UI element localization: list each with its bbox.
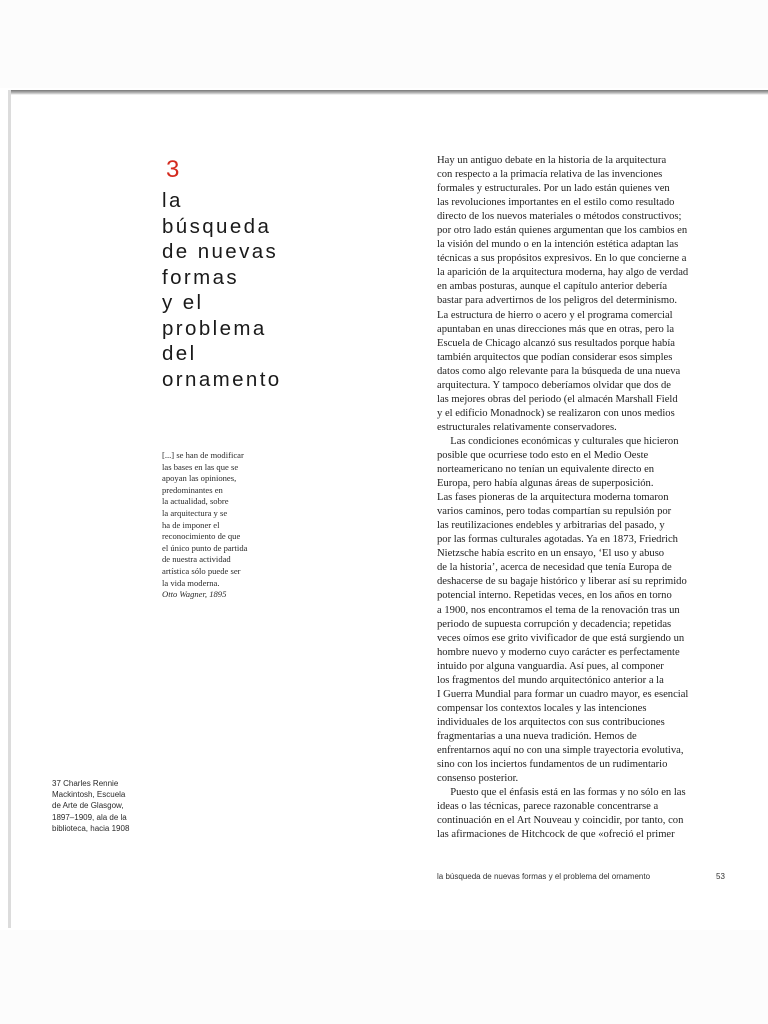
scan-left-edge xyxy=(8,90,11,928)
body-line: datos como algo relevante para la búsqueda de una nueva xyxy=(437,365,681,377)
body-line: potencial interno. Repetidas veces, en los años en torno xyxy=(437,590,672,602)
body-line: varios caminos, pero todas compartían su repulsión por xyxy=(437,506,672,518)
body-line: I Guerra Mundial para formar un cuadro mayor, es esencial xyxy=(437,688,689,700)
body-line: norteamericano no tenían un equivalente directo en xyxy=(437,464,655,476)
body-line: Las condiciones económicas y culturales que hicieron xyxy=(437,435,679,447)
body-line: las mejores obras del periodo (el almacén Marshall Field xyxy=(437,393,678,405)
epigraph-text xyxy=(162,450,292,589)
epigraph-line: [...] se han de modificar xyxy=(162,450,244,460)
body-line: en ambas posturas, aunque el capítulo anterior debería xyxy=(437,281,668,293)
body-line: formales y estructurales. Por un lado están quienes ven xyxy=(437,183,670,195)
body-line: compensar los contextos locales y las intenciones xyxy=(437,702,647,714)
body-line: estructurales relativamente conservadores. xyxy=(437,421,617,433)
chapter-title-line: y el xyxy=(162,291,204,314)
body-line: las reutilizaciones endebles y arbitrarias del pasado, y xyxy=(437,520,665,532)
chapter-title-line: formas xyxy=(162,265,240,289)
body-line: individuales de los arquitectos con sus contribuciones xyxy=(437,716,665,728)
body-line: los fragmentos del mundo arquitectónico anterior a la xyxy=(437,674,664,686)
body-line: Puesto que el énfasis está en las formas y no sólo en las xyxy=(437,787,686,799)
body-line: por otro lado están quienes argumentan que los cambios en xyxy=(437,225,688,237)
body-line: Europa, pero había algunas áreas de superposición. xyxy=(437,478,654,490)
epigraph-line: reconocimiento de que xyxy=(162,531,241,542)
caption-line: 1897–1909, ala de la xyxy=(52,812,127,822)
body-line: Las fases pioneras de la arquitectura moderna tomaron xyxy=(437,492,669,504)
chapter-title-line: ornamento xyxy=(162,367,282,391)
chapter-title-line: de nuevas xyxy=(162,240,279,263)
epigraph-attribution: Otto Wagner, 1895 xyxy=(162,589,227,600)
body-line: también arquitectos que podían considerar esos simples xyxy=(437,351,673,363)
body-line: las revoluciones importantes en el estilo como resultado xyxy=(437,197,675,209)
caption-line: Mackintosh, Escuela xyxy=(52,790,126,800)
body-line: deshacerse de su bagaje histórico y liberar así su reprimido xyxy=(437,576,687,588)
body-line: las afirmaciones de Hitchcock de que «ofreció el primer xyxy=(437,829,675,841)
body-line: sino con los inciertos fundamentos de un rudimentario xyxy=(437,759,668,771)
caption-line: de Arte de Glasgow, xyxy=(52,801,124,811)
chapter-title-line: búsqueda xyxy=(162,214,272,238)
body-line: ideas o las técnicas, parece razonable concentrarse a xyxy=(437,801,659,813)
body-line: intuido por alguna vanguardia. Así pues, al componer xyxy=(437,660,664,672)
epigraph-line: apoyan las opiniones, xyxy=(162,473,237,484)
epigraph xyxy=(162,450,292,601)
epigraph-line: de nuestra actividad xyxy=(162,554,231,565)
epigraph-line: artística sólo puede ser xyxy=(162,565,241,576)
body-line: Hay un antiguo debate en la historia de la arquitectura xyxy=(437,155,667,166)
scan-top-edge xyxy=(8,90,768,95)
caption-line: 37 Charles Rennie xyxy=(52,779,119,788)
body-line: veces oímos ese grito vivificador de que está surgiendo un xyxy=(437,632,685,644)
body-line: apuntaban en unas direcciones más que en otras, pero la xyxy=(437,323,675,335)
body-line: a 1900, nos encontramos el tema de la renovación tras un xyxy=(437,604,680,616)
chapter-number: 3 xyxy=(166,156,180,183)
body-line: consenso posterior. xyxy=(437,773,519,785)
body-line: hombre nuevo y moderno cuyo carácter es perfectamente xyxy=(437,646,680,658)
body-text xyxy=(437,154,705,842)
body-line: bastar para advertirnos de los peligros del determinismo. xyxy=(437,295,678,307)
body-line: arquitectura. Y tampoco deberíamos olvidar que dos de xyxy=(437,379,671,391)
body-line: la aparición de la arquitectura moderna, hay algo de verdad xyxy=(437,267,689,279)
body-line: y el edificio Monadnock) se realizaron con unos medios xyxy=(437,407,675,419)
body-line: posible que ocurriese todo esto en el Medio Oeste xyxy=(437,449,649,461)
body-line: Escuela de Chicago alcanzó sus resultados porque había xyxy=(437,337,675,349)
body-line: La estructura de hierro o acero y el programa comercial xyxy=(437,309,673,321)
body-line: por las formas culturales agotadas. Ya en 1873, Friedrich xyxy=(437,534,678,546)
epigraph-line: ha de imponer el xyxy=(162,519,220,530)
figure-caption xyxy=(52,778,152,834)
body-line: técnicas a sus propósitos expresivos. En lo que concierne a xyxy=(437,253,687,265)
body-line: con respecto a la primacía relativa de las invenciones xyxy=(437,169,663,181)
body-line: directo de los nuevos materiales o métodos constructivos; xyxy=(437,211,682,223)
epigraph-line: la arquitectura y se xyxy=(162,507,228,518)
page-number: 53 xyxy=(716,872,725,881)
chapter-title xyxy=(162,188,312,392)
epigraph-line: predominantes en xyxy=(162,484,223,495)
body-line: Nietzsche había escrito en un ensayo, ‘El uso y abuso xyxy=(437,548,665,560)
chapter-title-line: problema xyxy=(162,316,267,340)
epigraph-line: las bases en las que se xyxy=(162,461,239,472)
body-line: la visión del mundo o en la intención estética adaptan las xyxy=(437,239,679,251)
caption-line: biblioteca, hacia 1908 xyxy=(52,823,130,833)
body-line: continuación en el Art Nouveau y coincidir, por tanto, con xyxy=(437,815,684,827)
epigraph-line: el único punto de partida xyxy=(162,542,248,553)
epigraph-line: la actualidad, sobre xyxy=(162,496,229,507)
chapter-title-line: del xyxy=(162,342,197,365)
body-line: enfrentarnos aquí no con una simple trayectoria evolutiva, xyxy=(437,744,684,756)
running-footer: la búsqueda de nuevas formas y el problema del ornamento xyxy=(437,872,651,881)
chapter-title-line: la xyxy=(162,189,183,212)
body-line: de la historia’, acerca de necesidad que tenía Europa de xyxy=(437,562,672,574)
epigraph-line: la vida moderna. xyxy=(162,577,220,588)
body-line: fragmentarias a una nueva tradición. Hemos de xyxy=(437,730,637,742)
body-line: periodo de supuesta corrupción y decadencia; repetidas xyxy=(437,618,672,630)
